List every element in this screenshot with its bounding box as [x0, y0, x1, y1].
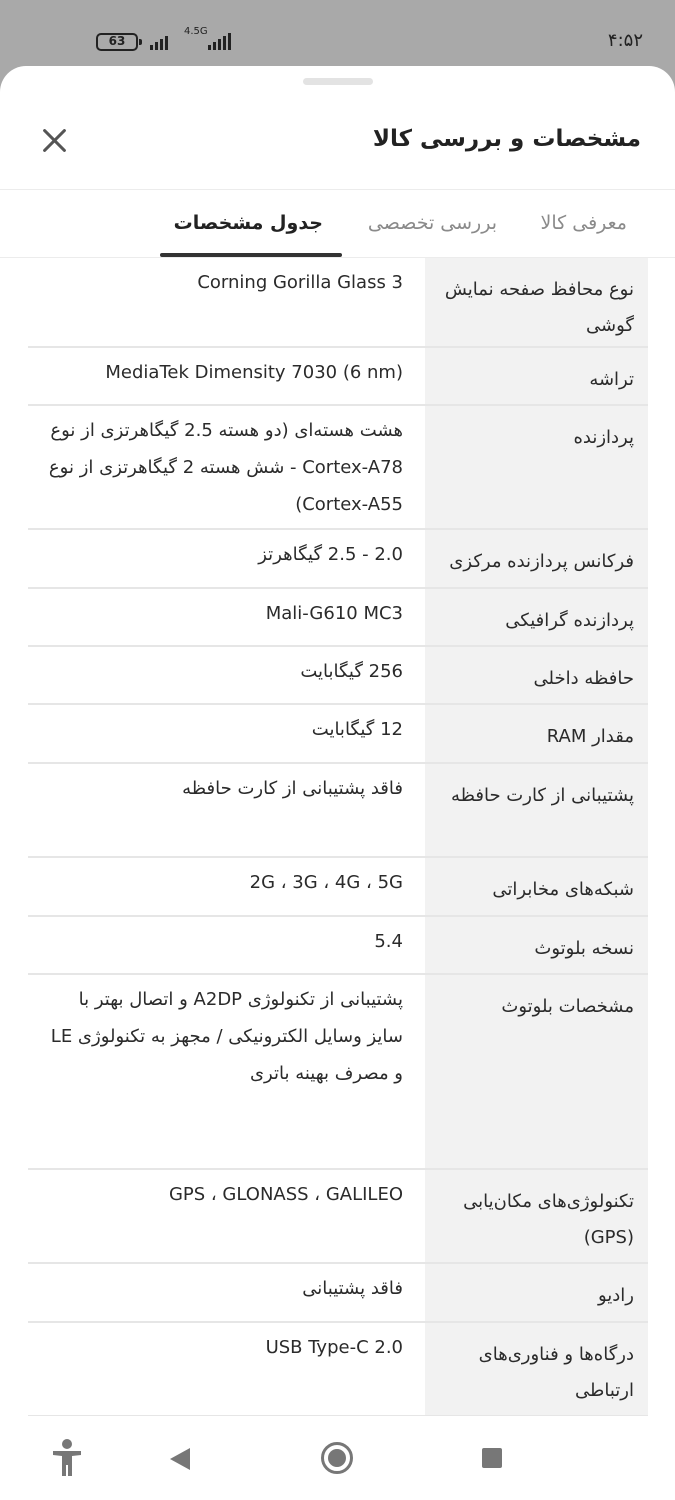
- spec-key: تکنولوژی‌های مکان‌یابی (GPS): [425, 1170, 648, 1262]
- table-row: [28, 589, 648, 647]
- status-time: ۴:۵۲: [607, 30, 643, 51]
- spec-key: درگاه‌ها و فناوری‌های ارتباطی: [425, 1323, 648, 1415]
- active-tab-indicator: [160, 253, 342, 257]
- table-row: [28, 705, 648, 764]
- table-row: [28, 858, 648, 917]
- spec-value: فاقد پشتیبانی از کارت حافظه: [182, 778, 403, 799]
- spec-value: Mali-G610 MC3: [265, 603, 403, 624]
- spec-key: مشخصات بلوتوث: [425, 975, 648, 1168]
- signal-icon: [150, 34, 168, 50]
- table-row: [28, 764, 648, 858]
- tab-bar: [0, 190, 675, 258]
- recent-apps-icon[interactable]: [482, 1448, 502, 1468]
- table-row: [28, 647, 648, 705]
- signal-icon-2: [208, 34, 231, 50]
- spec-key: تراشه: [425, 348, 648, 404]
- spec-key: پردازنده گرافیکی: [425, 589, 648, 645]
- table-row: [28, 975, 648, 1170]
- table-row: [28, 1264, 648, 1323]
- spec-key: نوع محافظ صفحه نمایش گوشی: [425, 258, 648, 346]
- battery-icon: 63: [96, 33, 138, 51]
- network-type: 4.5G: [184, 26, 208, 37]
- spec-value: Corning Gorilla Glass 3: [197, 272, 403, 293]
- sheet-drag-handle[interactable]: [303, 78, 373, 85]
- table-row: [28, 348, 648, 406]
- table-row: [28, 258, 648, 348]
- spec-key: نسخه بلوتوث: [425, 917, 648, 973]
- home-icon[interactable]: [321, 1442, 353, 1474]
- close-icon[interactable]: [38, 124, 72, 158]
- table-row: [28, 406, 648, 530]
- spec-key: فرکانس پردازنده مرکزی: [425, 530, 648, 587]
- spec-table: [28, 258, 648, 1416]
- spec-key: پردازنده: [425, 406, 648, 528]
- spec-value: 2.0 - 2.5 گیگاهرتز: [258, 544, 403, 565]
- spec-value: پشتیبانی از تکنولوژی A2DP و اتصال بهتر با سایز وسایل الکترونیکی / مجهز به تکنولوژی LE و مصرف بهینه باتری: [50, 989, 403, 1084]
- status-bar: [0, 0, 675, 66]
- spec-value: MediaTek Dimensity 7030 (6 nm): [105, 362, 403, 383]
- spec-value: USB Type-C 2.0: [265, 1337, 403, 1358]
- spec-value: 12 گیگابایت: [311, 719, 403, 740]
- spec-value: فاقد پشتیبانی: [302, 1278, 403, 1299]
- spec-value: هشت هسته‌ای (دو هسته 2.5 گیگاهرتزی از نوع Cortex-A78 - شش هسته 2 گیگاهرتزی از نوع Cortex-A55): [48, 420, 403, 515]
- tab-product-intro[interactable]: معرفی کالا: [540, 212, 627, 234]
- spec-key: رادیو: [425, 1264, 648, 1321]
- spec-sheet: [0, 66, 675, 1416]
- tab-expert-review[interactable]: بررسی تخصصی: [367, 212, 497, 234]
- tab-spec-table[interactable]: جدول مشخصات: [173, 212, 323, 234]
- spec-value: GPS ، GLONASS ، GALILEO: [168, 1184, 403, 1205]
- spec-value: 256 گیگابایت: [300, 661, 403, 682]
- table-row: [28, 1323, 648, 1416]
- spec-value: 2G ، 3G ، 4G ، 5G: [249, 872, 403, 893]
- table-row: [28, 1170, 648, 1264]
- table-row: [28, 917, 648, 975]
- table-row: [28, 530, 648, 589]
- spec-key: پشتیبانی از کارت حافظه: [425, 764, 648, 856]
- spec-key: شبکه‌های مخابراتی: [425, 858, 648, 915]
- back-icon[interactable]: [170, 1448, 190, 1470]
- spec-key: مقدار RAM: [425, 705, 648, 762]
- spec-key: حافظه داخلی: [425, 647, 648, 703]
- accessibility-icon[interactable]: [50, 1438, 84, 1478]
- spec-value: 5.4: [374, 931, 403, 952]
- sheet-title: مشخصات و بررسی کالا: [372, 126, 641, 152]
- system-nav-bar: [0, 1416, 675, 1500]
